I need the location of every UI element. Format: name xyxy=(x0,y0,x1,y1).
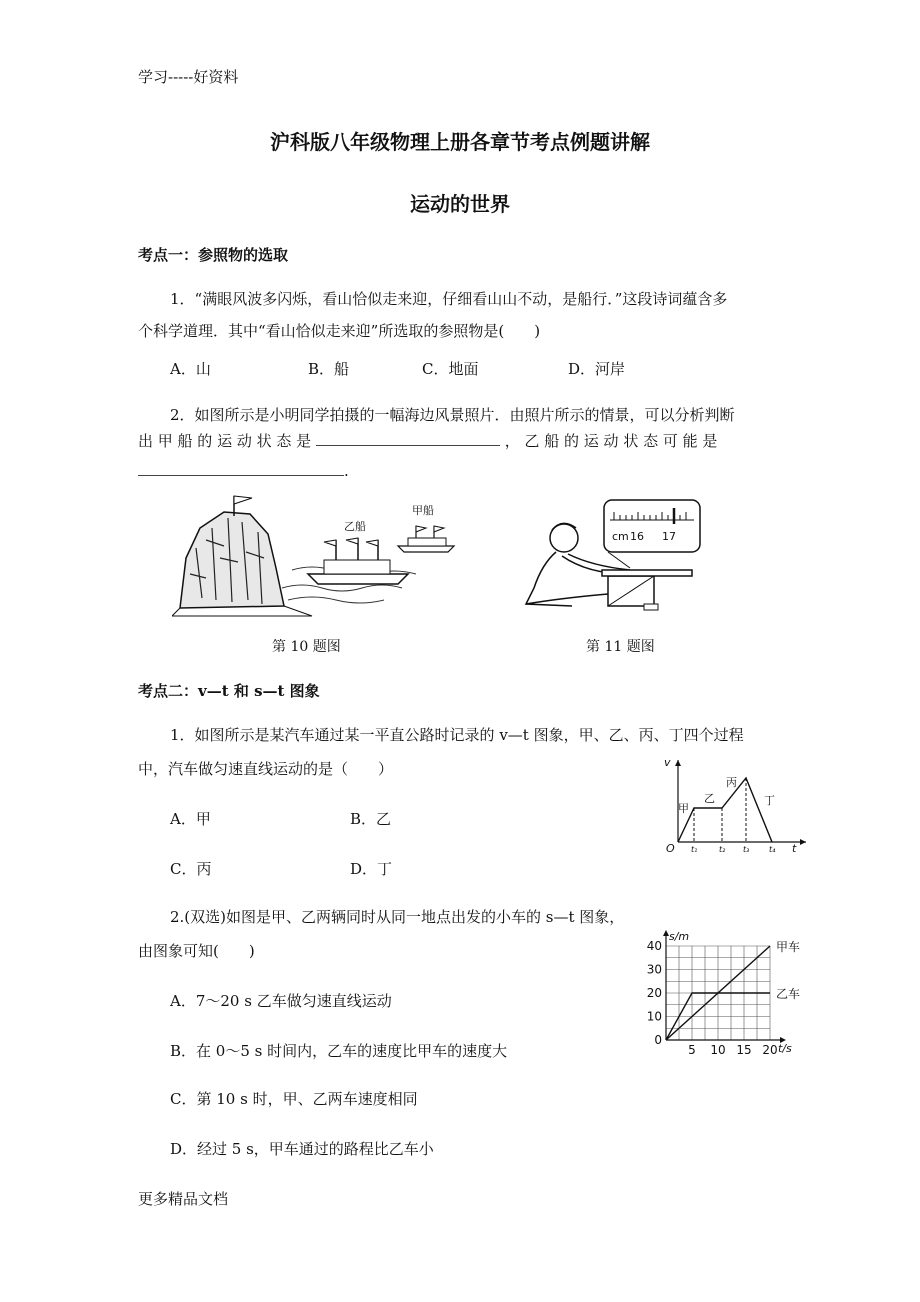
st-series-label-yi: 乙车 xyxy=(776,987,801,1001)
s2-q1-line2: 中，汽车做匀速直线运动的是（ ） xyxy=(138,760,394,778)
vt-graph xyxy=(660,752,810,856)
s1-q2-line1: 2．如图所示是小明同学拍摄的一幅海边风景照片．由照片所示的情景，可以分析判断 xyxy=(170,406,735,424)
st-y-tick: 10 xyxy=(646,1009,662,1024)
figure10-seaside-illustration xyxy=(172,488,472,618)
vt-tick-t1: t₁ xyxy=(691,845,698,854)
st-y-tick: 0 xyxy=(654,1033,662,1047)
st-y-tick: 20 xyxy=(646,986,662,1000)
s1-q2-period: . xyxy=(344,462,349,480)
page-footer: 更多精品文档 xyxy=(138,1190,229,1208)
s1-q1-line2: 个科学道理．其中“看山恰似走来迎”所选取的参照物是( ) xyxy=(138,322,541,340)
s2-q2-option-d: D．经过 5 s，甲车通过的路程比乙车小 xyxy=(170,1140,434,1158)
page-header: 学习-----好资料 xyxy=(138,68,239,86)
s1-q1-option-d: D．河岸 xyxy=(568,360,626,378)
vt-segment-ding: 丁 xyxy=(764,794,775,807)
st-chart xyxy=(640,926,818,1062)
vt-graph-line xyxy=(678,778,772,842)
s1-q2-line2 xyxy=(138,424,717,458)
answer-blank-yi[interactable] xyxy=(138,457,344,476)
answer-blank-jia[interactable] xyxy=(316,427,500,446)
vt-x-label: t xyxy=(792,842,797,855)
s2-q1-option-b: B．乙 xyxy=(350,810,392,828)
figure11-ruler-illustration xyxy=(512,494,702,616)
vt-segment-bing: 丙 xyxy=(726,776,737,789)
vt-segment-jia: 甲 xyxy=(678,802,689,815)
s1-q2-line3 xyxy=(138,454,349,488)
section2-heading: 考点二：v—t 和 s—t 图象 xyxy=(138,682,320,700)
figure10-caption: 第 10 题图 xyxy=(272,639,341,655)
s1-q2-text-a: 出 甲 船 的 运 动 状 态 是 xyxy=(138,432,312,450)
st-series-label-jia: 甲车 xyxy=(776,940,801,954)
vt-tick-t4: t₄ xyxy=(769,845,776,854)
label-yi-ship: 乙船 xyxy=(344,520,366,533)
s1-q1-option-a: A．山 xyxy=(170,360,211,378)
vt-y-label: v xyxy=(664,756,671,769)
vt-origin-label: O xyxy=(666,842,675,855)
st-y-label: s/m xyxy=(669,930,690,943)
st-x-label: t/s xyxy=(778,1042,792,1055)
st-x-tick: 20 xyxy=(762,1043,778,1057)
s1-q1-option-c: C．地面 xyxy=(422,360,479,378)
st-y-tick: 30 xyxy=(646,962,662,977)
s2-q1-line1: 1．如图所示是某汽车通过某一平直公路时记录的 v—t 图象，甲、乙、丙、丁四个过程 xyxy=(170,726,744,744)
st-y-tick: 40 xyxy=(646,939,662,953)
s1-q1-option-b: B．船 xyxy=(308,360,350,378)
st-x-tick: 15 xyxy=(736,1043,752,1057)
vt-segment-yi: 乙 xyxy=(704,792,715,805)
page-title: 沪科版八年级物理上册各章节考点例题讲解 xyxy=(270,130,650,154)
vt-tick-t3: t₃ xyxy=(743,845,750,854)
st-x-tick: 10 xyxy=(710,1043,726,1057)
section1-heading: 考点一：参照物的选取 xyxy=(138,246,289,264)
vt-tick-t2: t₂ xyxy=(719,845,726,854)
ruler-17-label: 17 xyxy=(662,530,676,543)
s1-q2-text-b: ， 乙 船 的 运 动 状 态 可 能 是 xyxy=(504,432,718,450)
s2-q1-option-a: A．甲 xyxy=(170,810,211,828)
figure11-caption: 第 11 题图 xyxy=(586,639,655,655)
s2-q2-line2: 由图象可知( ) xyxy=(138,942,255,960)
s2-q2-option-c: C．第 10 s 时，甲、乙两车速度相同 xyxy=(170,1090,418,1108)
ruler-unit-label: cm xyxy=(612,530,629,543)
s2-q2-line1: 2.(双选)如图是甲、乙两辆同时从同一地点出发的小车的 s—t 图象， xyxy=(170,908,625,926)
s2-q2-option-b: B．在 0～5 s 时间内，乙车的速度比甲车的速度大 xyxy=(170,1042,508,1060)
s2-q2-option-a: A．7～20 s 乙车做匀速直线运动 xyxy=(170,992,392,1010)
s2-q1-option-d: D．丁 xyxy=(350,860,393,878)
label-jia-ship: 甲船 xyxy=(412,504,434,517)
ruler-16-label: 16 xyxy=(630,530,644,543)
s2-q1-option-c: C．丙 xyxy=(170,860,212,878)
st-x-tick: 5 xyxy=(688,1043,696,1057)
page-subtitle: 运动的世界 xyxy=(410,192,510,216)
s1-q1-line1: 1．“满眼风波多闪烁，看山恰似走来迎，仔细看山山不动，是船行．”这段诗词蕴含多 xyxy=(170,290,728,308)
